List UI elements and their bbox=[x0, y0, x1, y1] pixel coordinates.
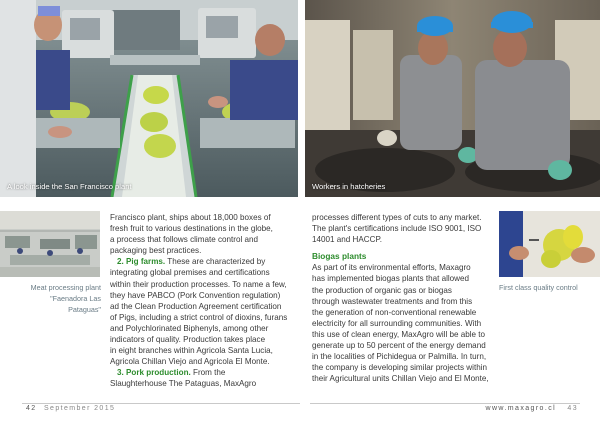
body-line: their Agricultural units Chillan Viejo and El Monte, bbox=[312, 374, 489, 384]
footer-divider-right bbox=[310, 403, 580, 404]
footer-divider-left bbox=[22, 403, 300, 404]
issue-date: September 2015 bbox=[43, 405, 116, 412]
item-3-first-text: From the bbox=[190, 368, 226, 378]
photo-fruit-processing bbox=[0, 0, 298, 197]
photo-quality-control bbox=[499, 211, 600, 277]
body-line: 14001 and HACCP. bbox=[312, 235, 383, 245]
body-line: Slaughterhouse The Pataguas, MaxAgro bbox=[110, 379, 257, 389]
website: www.maxagro.cl bbox=[485, 405, 557, 412]
item-2-number: 2. bbox=[117, 257, 124, 267]
body-line: of Pigs, including a strict control of dioxins, furans bbox=[110, 312, 288, 322]
body-line: generate up to 50 percent of the energy demand bbox=[312, 341, 486, 351]
body-line: within their production processes. To name a few, bbox=[110, 279, 287, 289]
body-line: Agricola Chillan Viejo and Agricola El Monte. bbox=[110, 357, 270, 367]
body-line: Francisco plant, ships about 18,000 boxes of bbox=[110, 213, 271, 222]
caption-meat-plant: Meat processing plant "Faenadora Las Pataguas" bbox=[30, 283, 101, 314]
page-number-right: 43 bbox=[567, 405, 578, 412]
fruit-processing-image bbox=[0, 0, 298, 197]
footer-left bbox=[26, 405, 115, 412]
item-3-number: 3. bbox=[117, 368, 124, 378]
item-3-heading: Pork production. bbox=[126, 368, 191, 378]
body-line: the company is developing similar projects within bbox=[312, 363, 487, 373]
body-line: has implemented biogas plants that allowed bbox=[312, 274, 470, 284]
body-line: through wastewater treatments and from this bbox=[312, 296, 473, 306]
body-line: packaging best practices. bbox=[110, 246, 202, 256]
body-line: The plant's certifications include ISO 9001, ISO bbox=[312, 224, 482, 234]
body-line: As part of its environmental efforts, Maxagro bbox=[312, 263, 471, 273]
body-line: in the localities of Pichidegua or Palmilla. In turn, bbox=[312, 352, 487, 362]
photo-hatcheries bbox=[305, 0, 600, 197]
quality-control-image bbox=[499, 211, 600, 277]
body-line: electricity for all surrounding communities. With bbox=[312, 318, 482, 328]
caption-hatcheries: Workers in hatcheries bbox=[312, 182, 386, 191]
item-3-heading-line bbox=[110, 367, 305, 378]
caption-fruit-processing: A look inside the San Francisco plant bbox=[7, 182, 132, 191]
body-line: and Polychlorinated Biphenyls, among other bbox=[110, 323, 269, 333]
body-line: they have PABCO (Pork Convention regulation) bbox=[110, 290, 281, 300]
body-line: a process that follows climate control and bbox=[110, 235, 259, 245]
text-column-right bbox=[312, 212, 502, 384]
section-heading-biogas: Biogas plants bbox=[312, 251, 367, 262]
page-number-left: 42 bbox=[26, 405, 37, 412]
body-line: processes different types of cuts to any market. bbox=[312, 213, 482, 222]
caption-quality-control: First class quality control bbox=[499, 283, 578, 292]
body-line: in eight branches within Agricola Santa Lucia, bbox=[110, 346, 273, 356]
body-line: the production of organic gas or biogas bbox=[312, 285, 452, 295]
body-line: the generation of non-conventional renewable bbox=[312, 307, 477, 317]
body-line: indicators of quality. Production takes place bbox=[110, 335, 266, 345]
footer-right bbox=[485, 405, 578, 412]
photo-meat-plant bbox=[0, 211, 100, 277]
body-line: ad the Clean Production Agreement certification bbox=[110, 301, 282, 311]
body-line: fresh fruit to various destinations in the globe, bbox=[110, 224, 273, 234]
body-line: integrating global premises and certifications bbox=[110, 268, 270, 278]
item-2-first-text: These are characterized by bbox=[165, 257, 266, 267]
body-line: this use of clean energy, MaxAgro will be able to bbox=[312, 329, 486, 339]
text-column-left bbox=[110, 212, 305, 390]
meat-plant-image bbox=[0, 211, 100, 277]
item-2-heading: Pig farms. bbox=[126, 257, 166, 267]
item-2-heading-line bbox=[110, 256, 305, 267]
hatcheries-image bbox=[305, 0, 600, 197]
